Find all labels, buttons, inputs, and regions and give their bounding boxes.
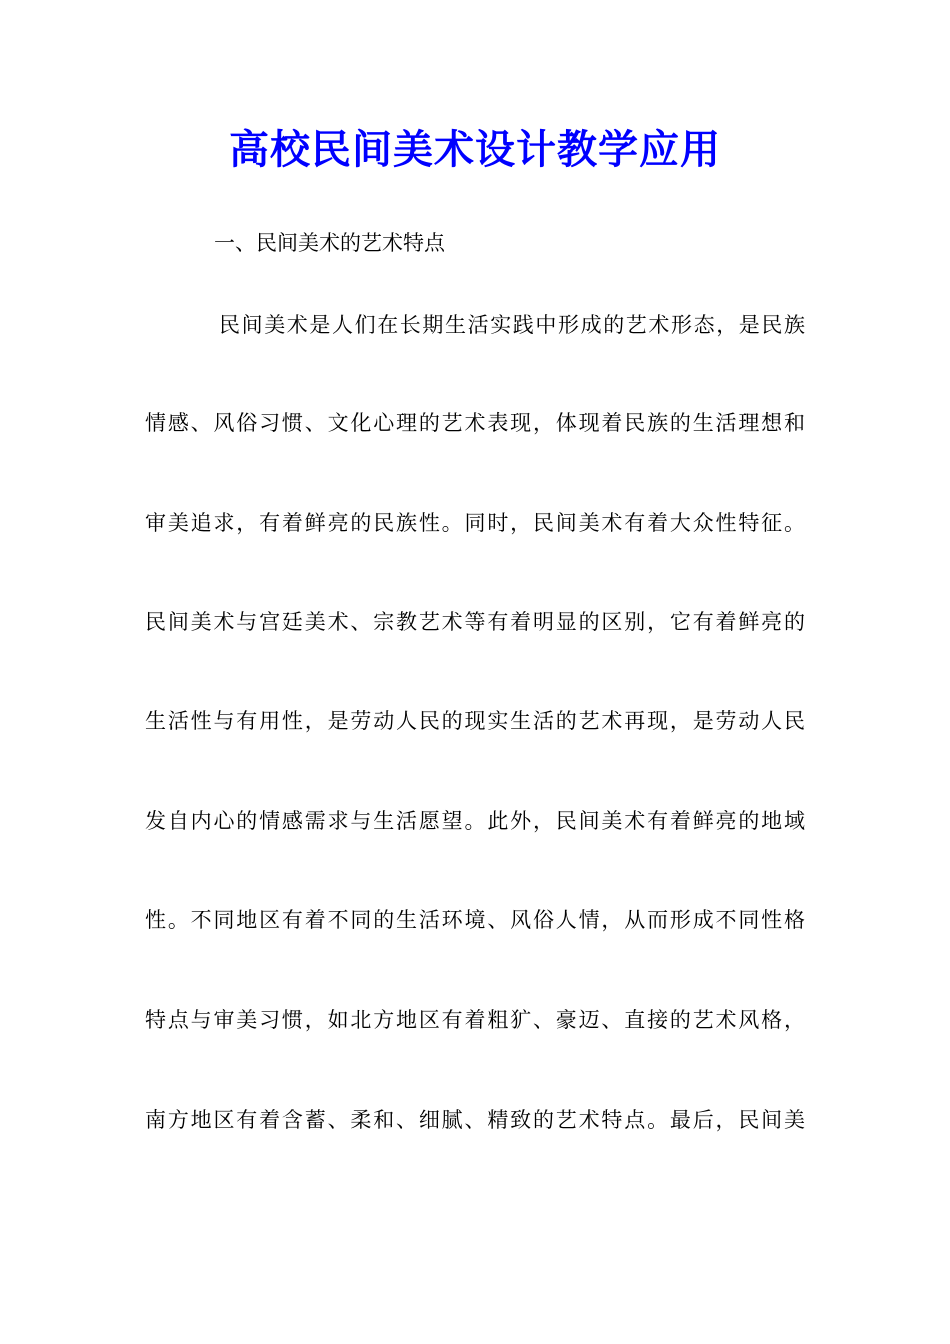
paragraph-line-2: 情感、风俗习惯、文化心理的艺术表现，体现着民族的生活理想和 [145, 411, 805, 435]
paragraph-line-8: 特点与审美习惯，如北方地区有着粗犷、豪迈、直接的艺术风格， [145, 1008, 805, 1032]
paragraph-line-6: 发自内心的情感需求与生活愿望。此外，民间美术有着鲜亮的地域 [145, 809, 805, 833]
paragraph-line-1: 民间美术是人们在长期生活实践中形成的艺术形态，是民族 [219, 313, 805, 337]
document-title: 高校民间美术设计教学应用 [229, 126, 721, 173]
paragraph-line-9: 南方地区有着含蓄、柔和、细腻、精致的艺术特点。最后，民间美 [145, 1108, 805, 1132]
paragraph-line-4: 民间美术与宫廷美术、宗教艺术等有着明显的区别，它有着鲜亮的 [145, 610, 805, 634]
paragraph-line-7: 性。不同地区有着不同的生活环境、风俗人情，从而形成不同性格 [145, 908, 805, 932]
paragraph-line-5: 生活性与有用性，是劳动人民的现实生活的艺术再现，是劳动人民 [145, 709, 805, 733]
section-heading: 一、民间美术的艺术特点 [214, 231, 445, 255]
paragraph-line-3: 审美追求，有着鲜亮的民族性。同时，民间美术有着大众性特征。 [145, 511, 805, 535]
